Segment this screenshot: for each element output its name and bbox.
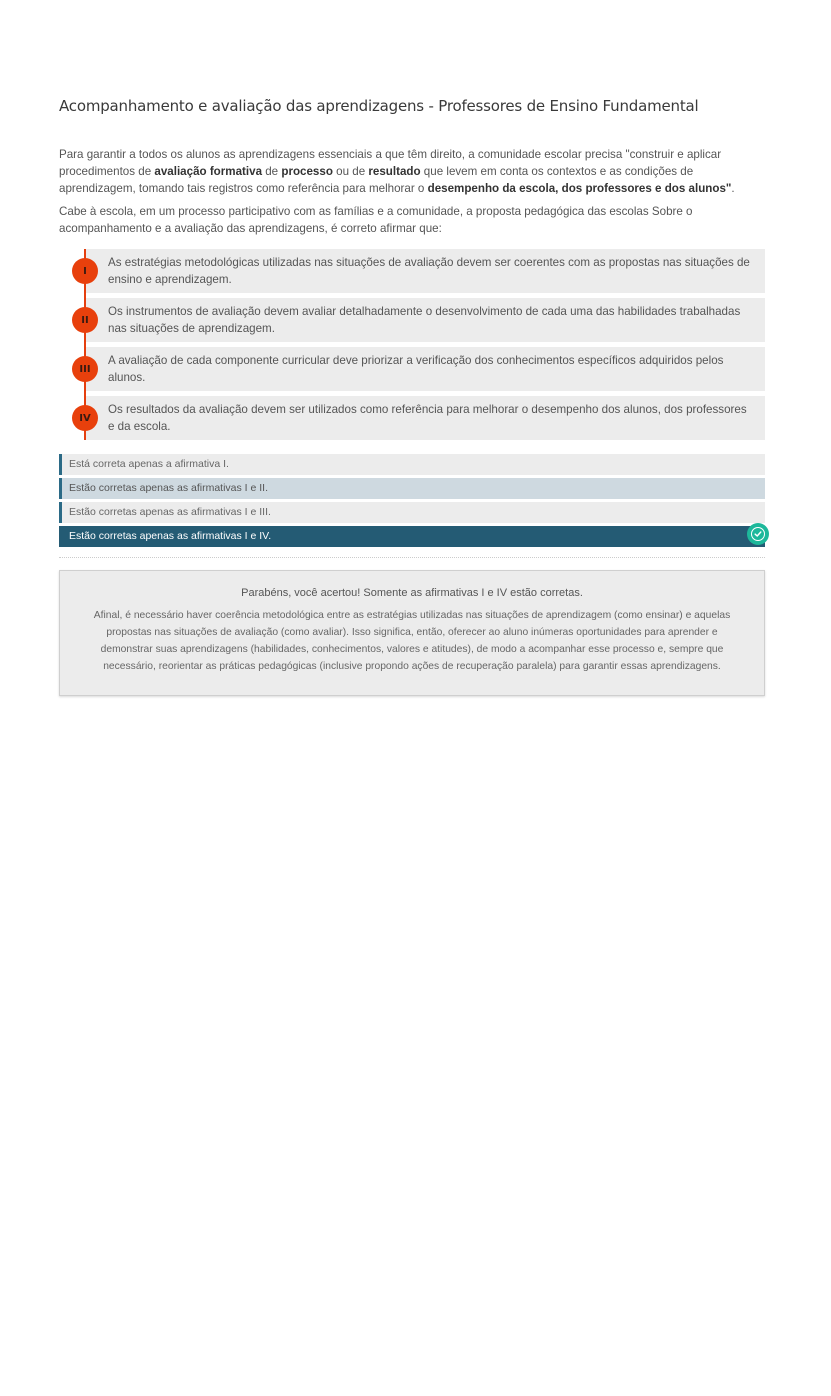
statement-text: Os instrumentos de avaliação devem avaliar detalhadamente o desenvolvimento de cada uma das habilidades trabalhadas nas situações de aprendizagem. [108, 305, 741, 335]
statement-text: A avaliação de cada componente curricular deve priorizar a verificação dos conhecimentos específicos adquiridos pelos alunos. [108, 354, 724, 384]
statement-text: Os resultados da avaliação devem ser utilizados como referência para melhorar o desempenho dos alunos, dos professores e da escola. [108, 403, 747, 433]
statements-list [59, 249, 765, 440]
answer-option-4[interactable] [59, 526, 765, 547]
question-prompt: Cabe à escola, em um processo participativo com as famílias e a comunidade, a proposta pedagógica das escolas Sobre o acompanhamento e a avaliação das aprendizagens, é correto afirmar que: [59, 205, 693, 235]
question-content [59, 96, 765, 696]
intro-text: Para garantir a todos os alunos as aprendizagens essenciais a que têm direito, a comunidade escolar precisa "construir e aplicar procedimentos de [59, 148, 722, 178]
statement-text: As estratégias metodológicas utilizadas nas situações de avaliação devem ser coerentes com as propostas nas situações de ensino e aprendizagem. [108, 256, 750, 286]
intro-text: . [731, 182, 735, 195]
statement-item [81, 298, 765, 342]
statement-badge: II [72, 307, 98, 333]
intro-text: de [262, 165, 282, 178]
answer-option-1[interactable]: Está correta apenas a afirmativa I. [59, 454, 765, 475]
page-title: Acompanhamento e avaliação das aprendizagens - Professores de Ensino Fundamental [59, 97, 699, 115]
intro-bold-text: avaliação formativa [154, 165, 263, 178]
feedback-body: Afinal, é necessário haver coerência metodológica entre as estratégias utilizadas nas situações de aprendizagem (como ensinar) e aquelas propostas nas situações de avaliação (como avaliar). Isso significa, então, oferecer ao aluno inúmeras oportunidades para aprender e demonstrar suas aprendizagens (habilidades, conhecimentos, valores e atitudes), de modo a acompanhar esse processo e, sempre que necessário, reorientar as práticas pedagógicas (inclusive propondo ações de recuperação paralela) para garantir essas aprendizagens. [93, 610, 731, 672]
answer-option-2[interactable]: Estão corretas apenas as afirmativas I e II. [59, 478, 765, 499]
intro-bold-text: desempenho da escola, dos professores e dos alunos" [427, 182, 732, 195]
intro-bold-text: resultado [368, 165, 421, 178]
feedback-title: Parabéns, você acertou! Somente as afirmativas I e IV estão corretas. [241, 587, 583, 599]
statement-badge: IV [72, 405, 98, 431]
intro-text: que levem em conta os contextos e as condições de aprendizagem, tomando tais registros como referência para melhorar o [59, 165, 694, 195]
statement-badge: III [72, 356, 98, 382]
correct-check-icon [747, 523, 769, 545]
statement-item [79, 347, 765, 391]
intro-paragraph [59, 146, 765, 197]
statement-item [79, 396, 765, 440]
answer-option-label: Estão corretas apenas as afirmativas I e IV. [69, 530, 272, 542]
statement-badge: I [72, 258, 98, 284]
divider [59, 557, 765, 558]
answer-options [59, 454, 765, 547]
intro-bold-text: processo [281, 165, 333, 178]
statement-item [83, 249, 765, 293]
answer-option-3[interactable]: Estão corretas apenas as afirmativas I e III. [59, 502, 765, 523]
intro-text: ou de [332, 165, 369, 178]
feedback-box [59, 570, 765, 696]
